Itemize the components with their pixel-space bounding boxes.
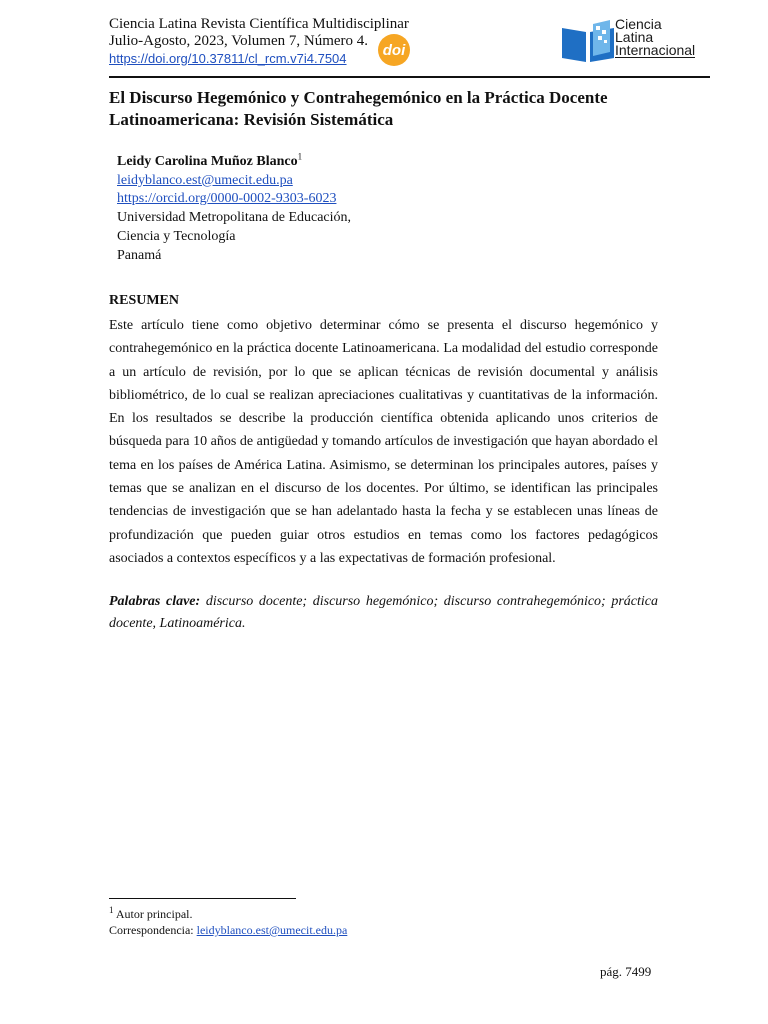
logo-line-2: Latina	[615, 29, 654, 45]
journal-issue: Julio-Agosto, 2023, Volumen 7, Número 4.	[109, 33, 369, 49]
paper-title: El Discurso Hegemónico y Contrahegemónico en la Práctica Docente Latinoamericana: Revisión Sistemática	[109, 88, 608, 129]
correspondence-email-link[interactable]: leidyblanco.est@umecit.edu.pa	[196, 923, 348, 937]
journal-name: Ciencia Latina Revista Científica Multidisciplinar	[109, 16, 409, 32]
book-logo-icon	[560, 18, 616, 62]
author-affiliation-1: Universidad Metropolitana de Educación,	[117, 210, 352, 226]
author-affiliation-2: Ciencia y Tecnología	[117, 228, 236, 244]
doi-badge-label: doi	[382, 41, 406, 59]
logo-line-3: Internacional	[615, 42, 696, 58]
author-email-link[interactable]: leidyblanco.est@umecit.edu.pa	[117, 172, 293, 188]
header-rule	[109, 76, 710, 78]
ciencia-latina-logo	[560, 18, 710, 62]
doi-icon	[378, 34, 410, 66]
author-name: Leidy Carolina Muñoz Blanco	[117, 154, 298, 169]
footnote-rule	[109, 898, 296, 899]
page-number: pág. 7499	[600, 964, 652, 979]
abstract-text: Este artículo tiene como objetivo determinar cómo se presenta el discurso hegemónico y contrahegemónico en la práctica docente Latinoamericana. La modalidad del estudio corresponde a un artículo de revisión, por lo que se aplican técnicas de revisión documental y análisis bibliométrico, de lo cual se realizan apreciaciones cualitativas y cuantitativas de la información. En los resultados se describe la producción científica obtenida aplicando unos criterios de búsqueda para 10 años de antigüedad y tomando artículos de investigación que hayan abordado el tema en los países de América Latina. Asimismo, se determinan los principales autores, países y temas que se analizan en el discurso de los docentes. Por último, se identifican las principales tendencias de investigación que se han adelantado hasta la fecha y se establecen unas líneas de profundización que pueden guiar otros estudios en temas como los factores pedagógicos asociados a contextos específicos y a las expectativas de formación profesional.	[109, 318, 658, 566]
author-country: Panamá	[117, 247, 162, 263]
footnote	[109, 906, 347, 938]
logo-line-1: Ciencia	[615, 16, 662, 32]
doi-link[interactable]: https://doi.org/10.37811/cl_rcm.v7i4.7504	[109, 51, 347, 66]
author-orcid-link[interactable]: https://orcid.org/0000-0002-9303-6023	[117, 191, 337, 207]
author-footnote-mark: 1	[297, 151, 303, 162]
logo-wordmark	[615, 18, 695, 58]
keywords-text: discurso docente; discurso hegemónico; discurso contrahegemónico; práctica docente, Latinoamérica.	[109, 594, 658, 631]
author-block	[117, 153, 351, 265]
footnote-text: Autor principal.	[115, 907, 193, 921]
footnote-mark: 1	[109, 905, 114, 915]
keywords-label: Palabras clave:	[109, 594, 201, 609]
journal-header	[109, 16, 409, 68]
correspondence-label: Correspondencia:	[109, 923, 194, 937]
keywords-paragraph	[109, 591, 658, 635]
abstract-heading: RESUMEN	[109, 293, 180, 308]
